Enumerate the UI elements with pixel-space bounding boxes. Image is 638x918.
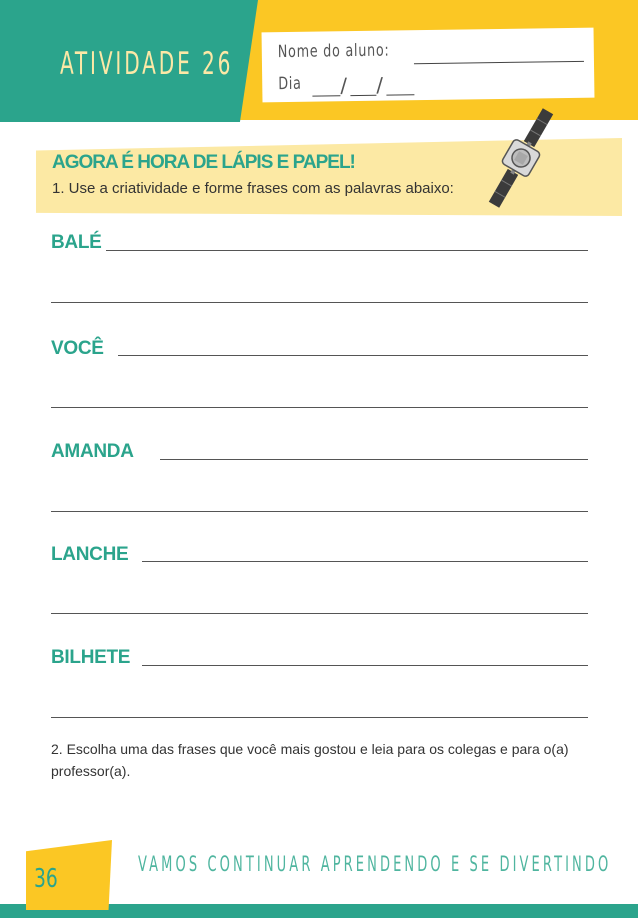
word-amanda: AMANDA xyxy=(51,441,134,462)
date-separator: / xyxy=(376,72,384,97)
answer-line[interactable] xyxy=(142,665,588,666)
answer-line[interactable] xyxy=(106,250,588,251)
word-bale: BALÉ xyxy=(51,232,102,253)
answer-line[interactable] xyxy=(142,561,588,562)
answer-line[interactable] xyxy=(118,355,588,356)
footer-slogan: VAMOS CONTINUAR APRENDENDO E SE DIVERTINDO xyxy=(138,852,612,876)
word-bilhete: BILHETE xyxy=(51,647,131,668)
date-year-field[interactable] xyxy=(386,94,414,95)
answer-line[interactable] xyxy=(51,613,588,614)
answer-line[interactable] xyxy=(51,717,588,718)
student-info-card xyxy=(262,28,595,103)
student-name-label: Nome do aluno: xyxy=(277,40,390,63)
page-number: 36 xyxy=(34,864,58,894)
date-day-field[interactable] xyxy=(312,95,340,96)
answer-line[interactable] xyxy=(51,302,588,303)
satellite-icon xyxy=(482,104,560,212)
word-voce: VOCÊ xyxy=(51,338,104,359)
instruction-text: 1. Use a criatividade e forme frases com as palavras abaixo: xyxy=(52,180,454,197)
answer-line[interactable] xyxy=(51,511,588,512)
student-name-field[interactable] xyxy=(414,61,584,64)
answer-line[interactable] xyxy=(160,459,588,460)
day-label: Dia xyxy=(278,73,302,95)
activity-title: ATIVIDADE 26 xyxy=(60,46,234,82)
question-2: 2. Escolha uma das frases que você mais gostou e leia para os colegas e para o(a) professor(a). xyxy=(51,741,569,779)
date-month-field[interactable] xyxy=(350,95,376,96)
banner-heading: AGORA É HORA DE LÁPIS E PAPEL! xyxy=(52,152,355,173)
answer-line[interactable] xyxy=(51,407,588,408)
word-lanche: LANCHE xyxy=(51,544,129,565)
date-separator: / xyxy=(340,73,348,98)
